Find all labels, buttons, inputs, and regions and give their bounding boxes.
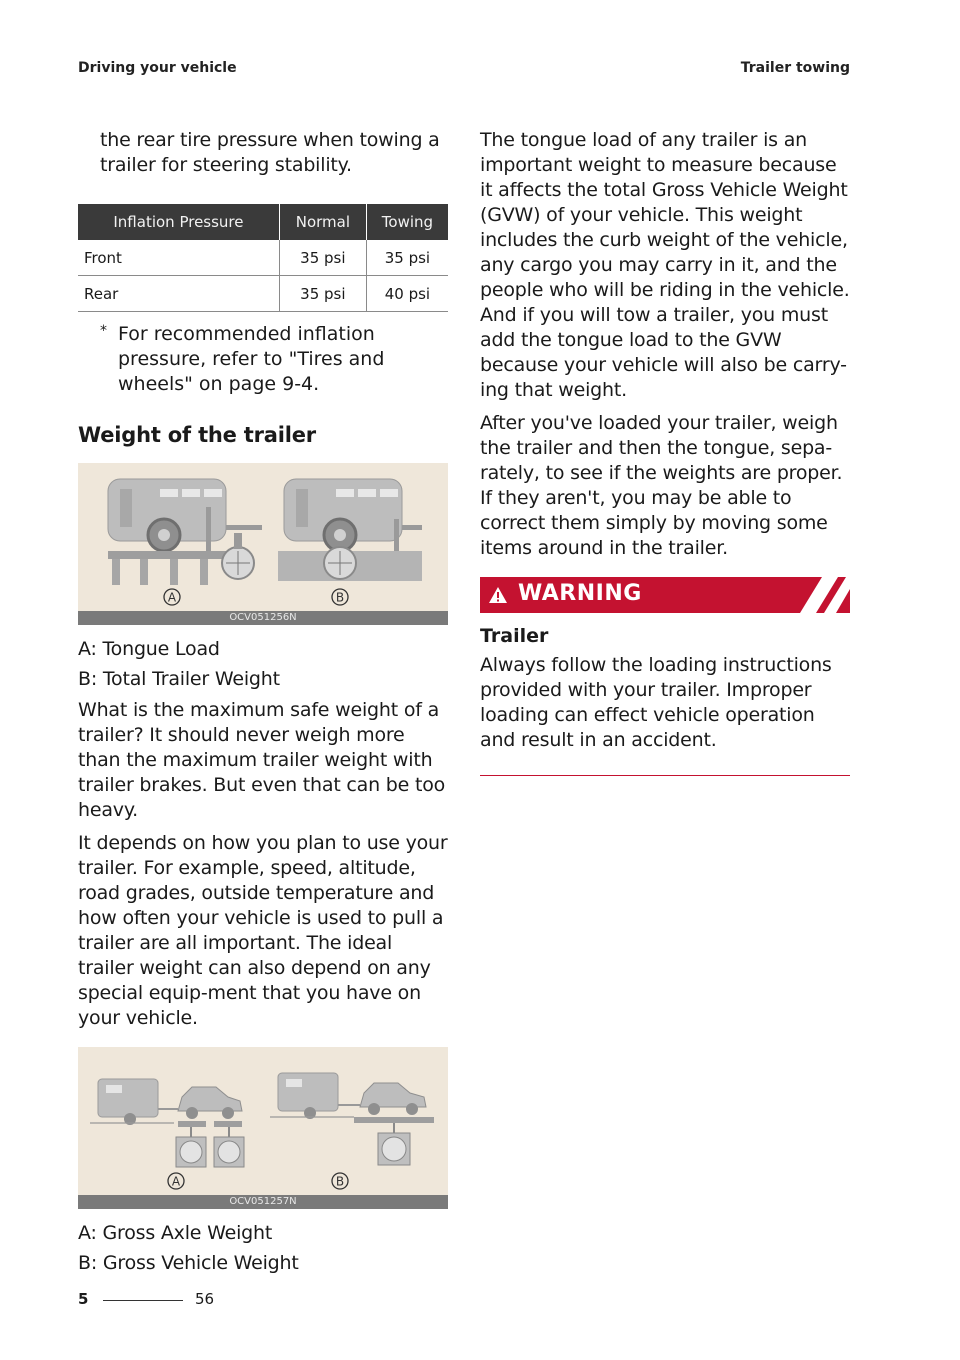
right-column — [480, 128, 850, 776]
figure-caption-a: A: Tongue Load — [78, 638, 220, 660]
tongue-load-illustration — [78, 463, 448, 611]
body-paragraph: The tongue load of any trailer is an important weight to measure because it affects the total Gross Vehicle Weight (GVW) of your vehicle. This weight includes the curb weight of the vehicle, any cargo you may carry in it, and the people who will be riding in the vehicle. And if you will tow a trailer, you must add the tongue load to the GVW because your vehicle will also be carry-ing that weight. — [480, 129, 850, 401]
footnote-text: For recommended inflation pressure, refer to "Tires and wheels" on page 9-4. — [118, 323, 385, 395]
figure-caption-b: B: Gross Vehicle Weight — [78, 1252, 299, 1274]
footnote-mark: * — [100, 323, 107, 339]
figure-caption-a: A: Gross Axle Weight — [78, 1222, 273, 1244]
warning-divider — [480, 775, 850, 776]
warning-text: Always follow the loading instructions provided with your trailer. Improper loading can effect vehicle operation and result in an accident. — [480, 654, 832, 751]
inflation-pressure-table — [78, 204, 448, 312]
table-cell: Front — [78, 240, 279, 276]
tongue-load-figure — [78, 463, 448, 625]
gross-weight-figure — [78, 1047, 448, 1209]
table-cell: 35 psi — [366, 240, 448, 276]
table-cell: 35 psi — [279, 240, 366, 276]
running-header-left: Driving your vehicle — [78, 60, 237, 76]
table-header-towing: Towing — [366, 204, 448, 240]
figure-label-b: B — [335, 590, 345, 605]
table-cell: 35 psi — [279, 276, 366, 312]
gross-weight-illustration — [78, 1047, 448, 1195]
body-paragraph: What is the maximum safe weight of a trailer? It should never weigh more than the maximum trailer weight with trailer brakes. But even that can be too heavy. — [78, 699, 446, 821]
table-header-inflation: Inflation Pressure — [78, 204, 279, 240]
page-number: 56 — [195, 1290, 215, 1308]
warning-stripes-icon — [780, 577, 850, 613]
footer-rule — [103, 1300, 183, 1301]
body-paragraph: After you've loaded your trailer, weigh the trailer and then the tongue, sepa-rately, to see if the weights are proper. If they aren't, you may be able to correct them simply by moving some items around in the trailer. — [480, 412, 843, 559]
figure-label-a: A — [171, 1174, 181, 1189]
figure-label-b: B — [335, 1174, 345, 1189]
table-footnote — [78, 322, 448, 397]
figure-label-a: A — [167, 590, 177, 605]
warning-banner — [480, 577, 850, 613]
figure-code: OCV051256N — [78, 611, 448, 625]
figure-caption-b: B: Total Trailer Weight — [78, 668, 280, 690]
table-cell: 40 psi — [366, 276, 448, 312]
chapter-number: 5 — [78, 1290, 89, 1308]
running-header-right: Trailer towing — [740, 60, 850, 76]
table-cell: Rear — [78, 276, 279, 312]
left-column — [78, 128, 448, 1282]
figure-code: OCV051257N — [78, 1195, 448, 1209]
table-row — [78, 240, 448, 276]
warning-triangle-icon — [488, 586, 508, 604]
warning-title: Trailer — [480, 625, 549, 647]
body-paragraph: It depends on how you plan to use your trailer. For example, speed, altitude, road grades, outside temperature and how often your vehicle is used to pull a trailer are all important. The ideal trailer weight can also depend on any special equip-ment that you have on your vehicle. — [78, 832, 448, 1029]
page-footer — [78, 1290, 215, 1308]
warning-label: WARNING — [518, 581, 642, 606]
table-header-normal: Normal — [279, 204, 366, 240]
intro-text: the rear tire pressure when towing a trailer for steering stability. — [100, 129, 440, 176]
section-heading: Weight of the trailer — [78, 423, 316, 447]
table-row — [78, 276, 448, 312]
